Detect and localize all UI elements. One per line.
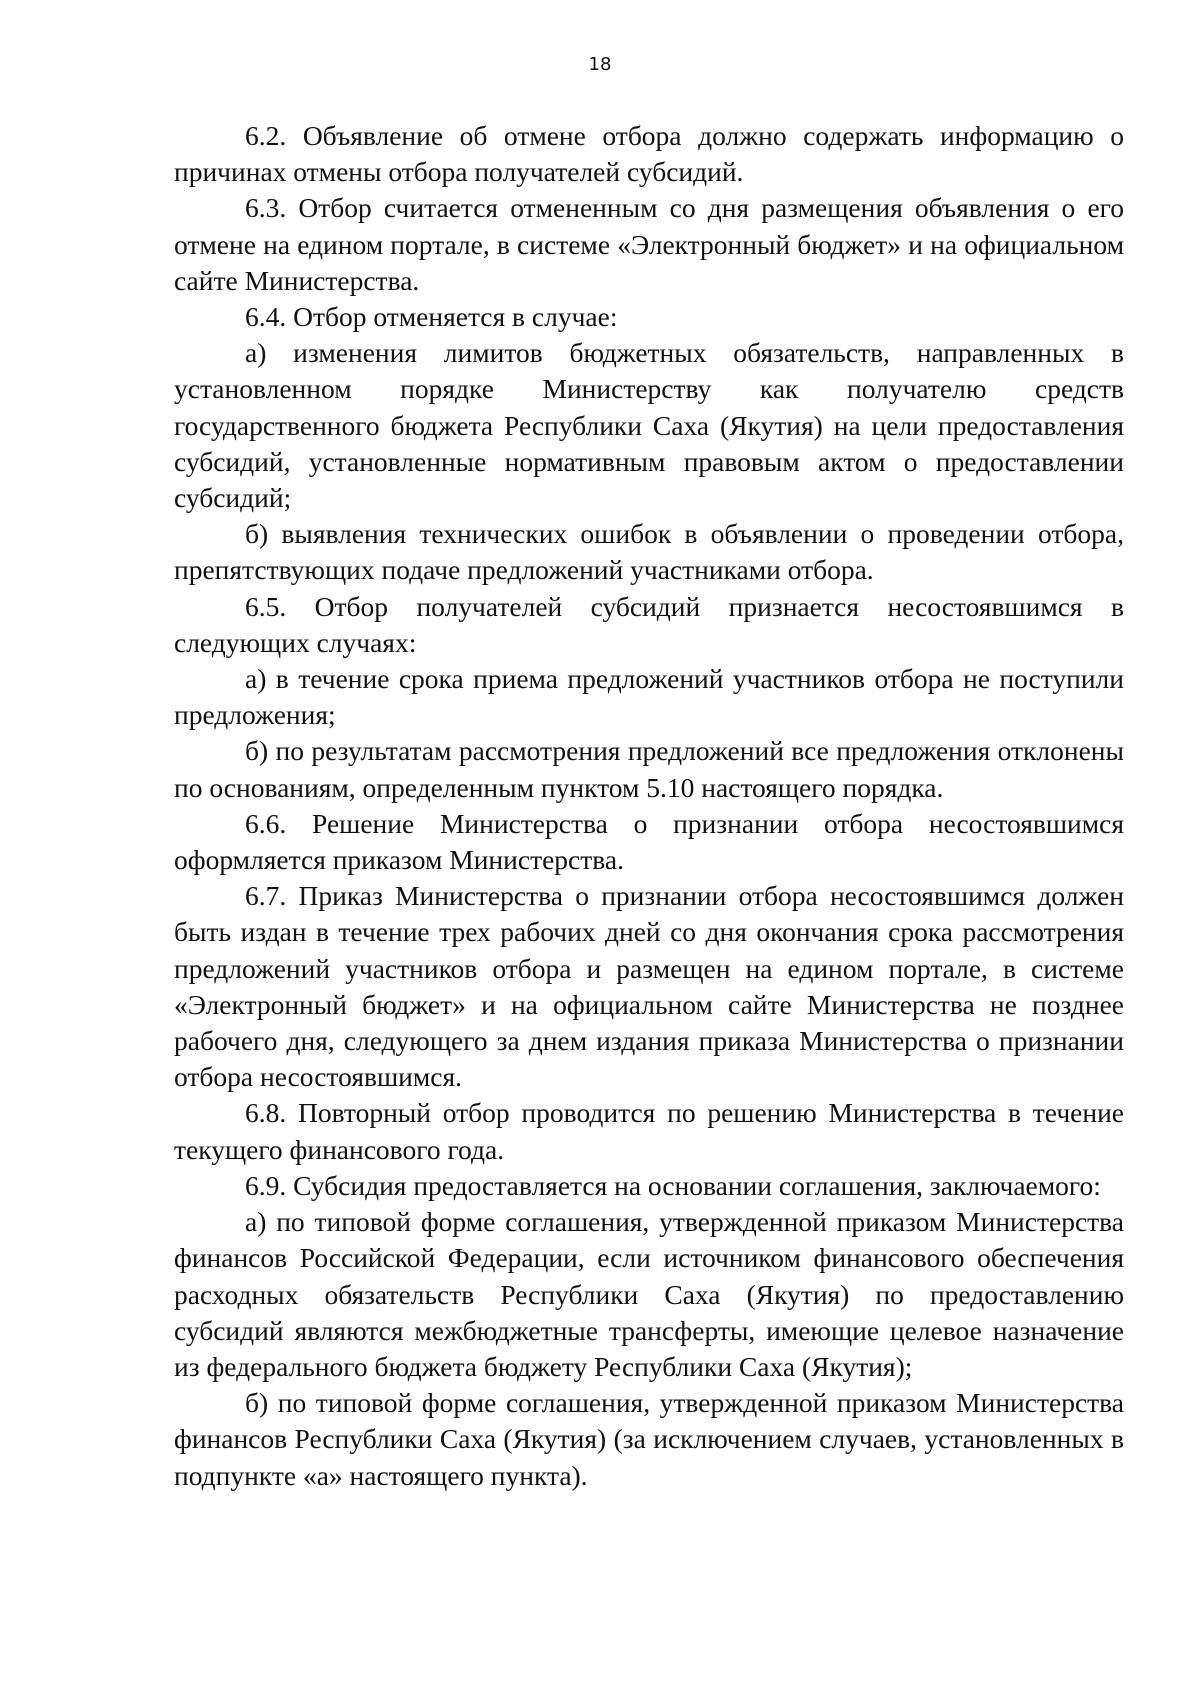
paragraph-6-6: 6.6. Решение Министерства о признании отбора несостоявшимся оформляется приказом Министерства. xyxy=(174,807,1124,876)
page-number: 18 xyxy=(588,54,612,75)
paragraph-6-9: 6.9. Субсидия предоставляется на основании соглашения, заключаемого: xyxy=(245,1169,1101,1201)
paragraph-6-2: 6.2. Объявление об отмене отбора должно содержать информацию о причинах отмены отбора получателей субсидий. xyxy=(174,120,1124,188)
paragraph-6-5-a: а) в течение срока приема предложений участников отбора не поступили предложения; xyxy=(174,663,1124,731)
document-body xyxy=(174,118,1124,1494)
paragraph-6-4-a: а) изменения лимитов бюджетных обязательств, направленных в установленном порядке Министерству как получателю средств государственного бюджета Республики Саха (Якутия) на цели предоставления субсидий, установленные нормативным правовым актом о предоставлении субсидий; xyxy=(174,337,1124,514)
paragraph-6-9-a: а) по типовой форме соглашения, утвержденной приказом Министерства финансов Российской Федерации, если источником финансового обеспечения расходных обязательств Республики Саха (Якутия) по предоставлению субсидий являются межбюджетные трансферты, имеющие целевое назначение из федерального бюджета бюджету Республики Саха (Якутия); xyxy=(174,1206,1124,1382)
paragraph-6-9-b: б) по типовой форме соглашения, утвержденной приказом Министерства финансов Республики Саха (Якутия) (за исключением случаев, установленных в подпункте «а» настоящего пункта). xyxy=(174,1387,1124,1491)
paragraph-6-5-b: б) по результатам рассмотрения предложений все предложения отклонены по основаниям, определенным пунктом 5.10 настоящего порядка. xyxy=(174,735,1124,803)
paragraph-6-8: 6.8. Повторный отбор проводится по решению Министерства в течение текущего финансового года. xyxy=(174,1097,1124,1165)
paragraph-6-3: 6.3. Отбор считается отмененным со дня размещения объявления о его отмене на едином портале, в системе «Электронный бюджет» и на официальном сайте Министерства. xyxy=(174,192,1124,296)
paragraph-6-4-b: б) выявления технических ошибок в объявлении о проведении отбора, препятствующих подаче предложений участниками отбора. xyxy=(174,518,1124,586)
paragraph-6-4: 6.4. Отбор отменяется в случае: xyxy=(245,301,618,333)
paragraph-6-7: 6.7. Приказ Министерства о признании отбора несостоявшимся должен быть издан в течение трех рабочих дней со дня окончания срока рассмотрения предложений участников отбора и размещен на едином портале, в системе «Электронный бюджет» и на официальном сайте Министерства не позднее рабочего дня, следующего за днем издания приказа Министерства о признании отбора несостоявшимся. xyxy=(174,880,1124,1093)
paragraph-6-5: 6.5. Отбор получателей субсидий признается несостоявшимся в следующих случаях: xyxy=(174,590,1124,658)
